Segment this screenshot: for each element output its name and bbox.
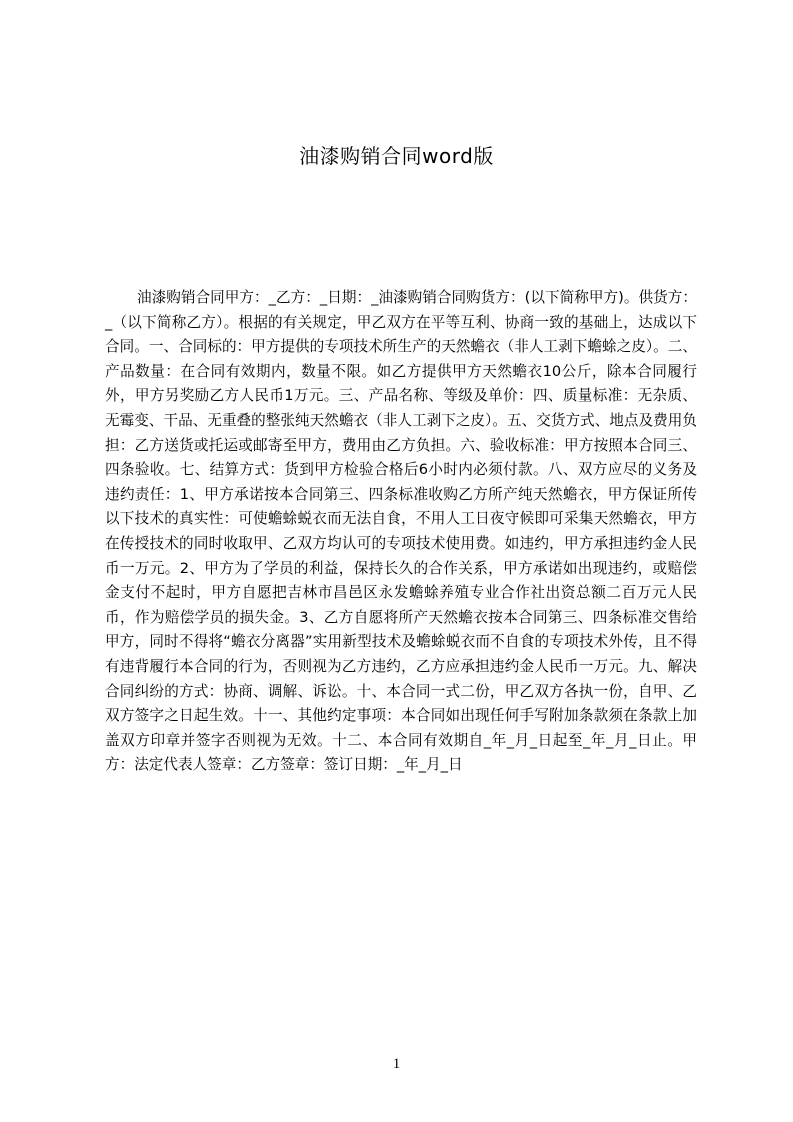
contract-body-paragraph: 油漆购销合同甲方：_乙方：_日期：_油漆购销合同购货方：(以下简称甲方)。供货方：_（以下简称乙方）。根据的有关规定，甲乙双方在平等互利、协商一致的基础上，达成以下合同。一、合同标的：甲方提供的专项技术所生产的天然蟾衣（非人工剥下蟾蜍之皮）。二、产品数量：在合同有效期内，数量不限。如乙方提供甲方天然蟾衣10公斤，除本合同履行外，甲方另奖励乙方人民币1万元。三、产品名称、等级及单价：四、质量标准：无杂质、无霉变、干品、无重叠的整张纯天然蟾衣（非人工剥下之皮）。五、交货方式、地点及费用负担：乙方送货或托运或邮寄至甲方，费用由乙方负担。六、验收标准：甲方按照本合同三、四条验收。七、结算方式：货到甲方检验合格后6小时内必须付款。八、双方应尽的义务及违约责任：1、甲方承诺按本合同第三、四条标准收购乙方所产纯天然蟾衣，甲方保证所传以下技术的真实性：可使蟾蜍蜕衣而无法自食，不用人工日夜守候即可采集天然蟾衣，甲方在传授技术的同时收取甲、乙双方均认可的专项技术使用费。如违约，甲方承担违约金人民币一万元。2、甲方为了学员的利益，保持长久的合作关系，甲方承诺如出现违约，或赔偿金支付不起时，甲方自愿把吉林市昌邑区永发蟾蜍养殖专业合作社出资总额二百万元人民币，作为赔偿学员的损失金。3、乙方自愿将所产天然蟾衣按本合同第三、四条标准交售给甲方，同时不得将“蟾衣分离器”实用新型技术及蟾蜍蜕衣而不自食的专项技术外传，且不得有违背履行本合同的行为，否则视为乙方违约，乙方应承担违约金人民币一万元。九、解决合同纠纷的方式：协商、调解、诉讼。十、本合同一式二份，甲乙双方各执一份，自甲、乙双方签字之日起生效。十一、其他约定事项：本合同如出现任何手写附加条款须在条款上加盖双方印章并签字否则视为无效。十二、本合同有效期自_年_月_日起至_年_月_日止。甲方：法定代表人签章：乙方签章：签订日期：_年_月_日	[105, 289, 697, 774]
page-number: 1	[392, 1056, 401, 1072]
document-title: 油漆购销合同word版	[299, 144, 494, 168]
